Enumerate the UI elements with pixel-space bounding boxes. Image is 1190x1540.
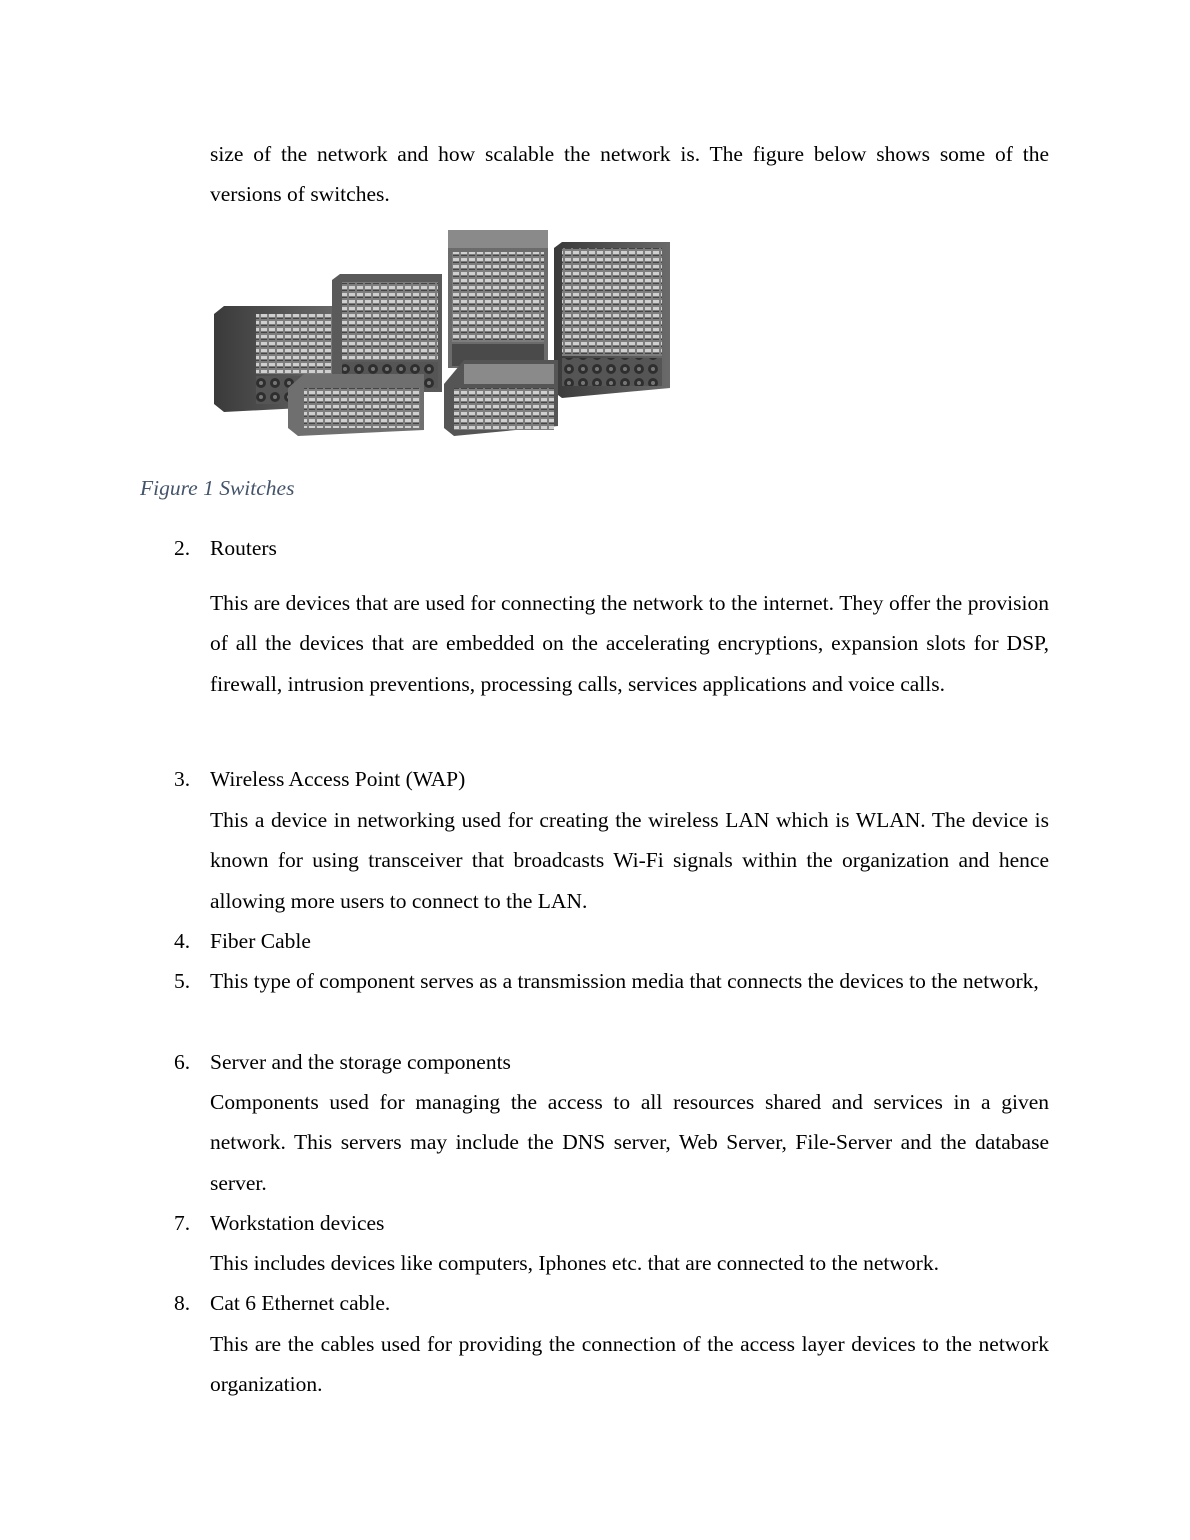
list-number: 6. xyxy=(174,1050,191,1074)
list-item-fiber-cable xyxy=(0,921,1190,961)
list-item-workstation xyxy=(0,1203,1190,1243)
wap-paragraph: This a device in networking used for creating the wireless LAN which is WLAN. The device is known for using transceiver that broadcasts Wi-Fi signals within the organization and hence allowing more users to connect to the LAN. xyxy=(210,808,1049,913)
figure-caption: Figure 1 Switches xyxy=(140,476,295,500)
list-number: 7. xyxy=(174,1211,191,1235)
server-paragraph: Components used for managing the access to all resources shared and services in a given network. This servers may include the DNS server, Web Server, File-Server and the database server. xyxy=(210,1090,1049,1195)
list-title: Wireless Access Point (WAP) xyxy=(210,767,466,791)
list-title: Routers xyxy=(210,536,277,560)
list-number: 2. xyxy=(174,536,191,560)
switch-chassis-3 xyxy=(448,230,548,368)
switch-chassis-5 xyxy=(288,374,424,436)
switch-chassis-4 xyxy=(554,242,670,398)
list-number: 8. xyxy=(174,1291,191,1315)
list-title: Cat 6 Ethernet cable. xyxy=(210,1291,391,1315)
switches-figure xyxy=(212,222,678,446)
workstation-paragraph: This includes devices like computers, Iphones etc. that are connected to the network. xyxy=(210,1251,939,1275)
list-number: 3. xyxy=(174,767,191,791)
intro-paragraph: size of the network and how scalable the network is. The figure below shows some of the versions of switches. xyxy=(210,142,1049,207)
list-item-cat6 xyxy=(0,1283,1190,1323)
list-title: Server and the storage components xyxy=(210,1050,511,1074)
cat6-paragraph: This are the cables used for providing the connection of the access layer devices to the network organization. xyxy=(210,1332,1049,1397)
routers-paragraph: This are devices that are used for connecting the network to the internet. They offer the provision of all the devices that are embedded on the accelerating encryptions, expansion slots for DSP, firewall, intrusion preventions, processing calls, services applications and voice calls. xyxy=(210,591,1049,696)
list-title: Workstation devices xyxy=(210,1211,385,1235)
list-number: 5. xyxy=(174,969,191,993)
list-item-server-storage xyxy=(0,1042,1190,1082)
switch-chassis-6 xyxy=(444,360,558,436)
list-number: 4. xyxy=(174,929,191,953)
transmission-paragraph: This type of component serves as a transmission media that connects the devices to the network, xyxy=(210,969,1039,993)
list-item-routers xyxy=(0,528,1190,568)
list-item-wap xyxy=(0,759,1190,799)
list-title: Fiber Cable xyxy=(210,929,311,953)
